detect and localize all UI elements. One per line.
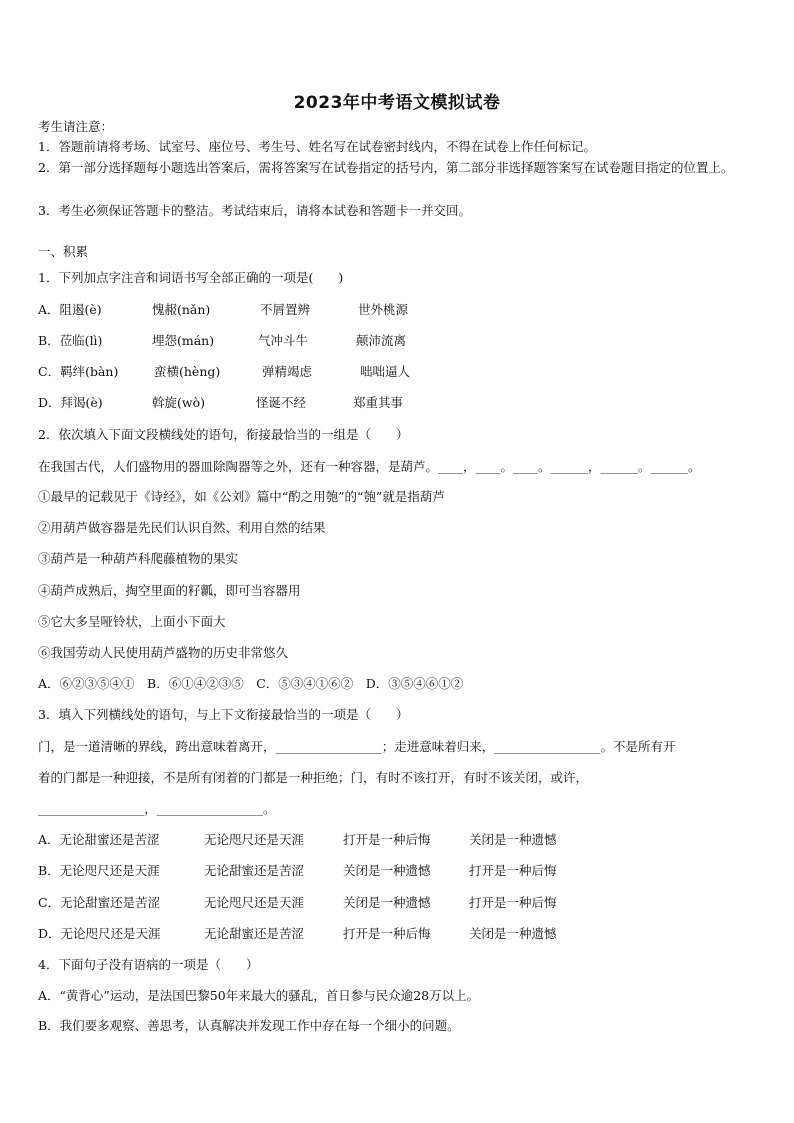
q1-option-b-word4: 颠沛流离 [356, 333, 407, 348]
q1-option-b-word3: 气冲斗牛 [258, 333, 309, 348]
q3-option-a-part2: 无论咫尺还是天涯 [204, 832, 305, 847]
q1-option-a-word4: 世外桃源 [358, 302, 409, 317]
q4-option-b: B．我们要多观察、善思考，认真解决并发现工作中存在每一个细小的问题。 [38, 1018, 460, 1033]
q2-sentence: ②用葫芦做容器是先民们认识自然、利用自然的结果 [38, 520, 326, 535]
q3-option-c-part1: C．无论甜蜜还是苦涩 [38, 895, 161, 910]
q1-option-c-word1: C．羁绊(bàn) [38, 364, 119, 379]
question-1-stem: 1．下列加点字注音和词语书写全部正确的一项是( ) [38, 270, 344, 285]
q1-option-d-word3: 怪诞不经 [256, 395, 307, 410]
q3-option-d-part1: D．无论咫尺还是天涯 [38, 926, 161, 941]
notice-item: 1．答题前请将考场、试室号、座位号、考生号、姓名写在试卷密封线内，不得在试卷上作任何标记。 [38, 139, 596, 154]
q3-option-d-part2: 无论甜蜜还是苦涩 [204, 926, 305, 941]
q3-option-c-part4: 打开是一种后悔 [469, 895, 557, 910]
q3-option-c-part3: 关闭是一种遗憾 [343, 895, 431, 910]
q3-option-a-part4: 关闭是一种遗憾 [469, 832, 557, 847]
q3-option-d-part4: 关闭是一种遗憾 [469, 926, 557, 941]
q1-option-d-word1: D．拜谒(è) [38, 395, 103, 410]
notice-item: 2．第一部分选择题每小题选出答案后，需将答案写在试卷指定的括号内，第二部分非选择题答案写在试卷题目指定的位置上。 [38, 160, 734, 175]
question-3-stem: 3．填入下列横线处的语句，与上下文衔接最恰当的一项是（ ） [38, 707, 409, 722]
q2-sentence: ④葫芦成熟后，掏空里面的籽瓤，即可当容器用 [38, 583, 301, 598]
section-heading: 一、积累 [38, 244, 89, 259]
q3-option-a-part1: A．无论甜蜜还是苦涩 [38, 832, 160, 847]
q3-option-b-part4: 打开是一种后悔 [469, 863, 557, 878]
notice-heading: 考生请注意： [38, 119, 114, 134]
q4-option-a: A．“黄背心”运动，是法国巴黎50年来最大的骚乱，首日参与民众逾28万以上。 [38, 988, 480, 1003]
page-title: 2023年中考语文模拟试卷 [293, 93, 501, 113]
q1-option-b-word2: 埋怨(mán) [152, 333, 215, 348]
q3-option-b-part2: 无论甜蜜还是苦涩 [204, 863, 305, 878]
q2-sentence: ⑥我国劳动人民使用葫芦盛物的历史非常悠久 [38, 645, 289, 660]
question-4-stem: 4．下面句子没有语病的一项是（ ） [38, 957, 259, 972]
q2-sentence: ①最早的记载见于《诗经》，如《公刘》篇中“酌之用匏”的“匏”就是指葫芦 [38, 489, 445, 504]
q1-option-c-word3: 弹精竭虑 [262, 364, 313, 379]
q1-option-c-word4: 咄咄逼人 [360, 364, 411, 379]
question-2-stem: 2．依次填入下面文段横线处的语句，衔接最恰当的一组是（ ） [38, 427, 409, 442]
q3-option-b-part3: 关闭是一种遗憾 [343, 863, 431, 878]
q2-options: A．⑥②③⑤④① B．⑥①④②③⑤ C．⑤③④①⑥② D．③⑤④⑥①② [38, 676, 464, 691]
notice-item: 3．考生必须保证答题卡的整洁。考试结束后，请将本试卷和答题卡一并交回。 [38, 203, 471, 218]
q1-option-b-word1: B．莅临(lì) [38, 333, 103, 348]
q3-option-c-part2: 无论咫尺还是天涯 [204, 895, 305, 910]
q2-sentence: ③葫芦是一种葫芦科爬藤植物的果实 [38, 551, 239, 566]
q1-option-c-word2: 蛮横(hèng) [154, 364, 221, 379]
q1-option-a-word3: 不屑置辨 [260, 302, 311, 317]
question-2-passage: 在我国古代，人们盛物用的器皿除陶器等之外，还有一种容器，是葫芦。____，____。____。______，______。______。 [38, 459, 701, 474]
q1-option-a-word1: A．阻遏(è) [38, 302, 102, 317]
q3-option-d-part3: 打开是一种后悔 [343, 926, 431, 941]
q1-option-d-word4: 郑重其事 [353, 395, 404, 410]
q3-option-b-part1: B．无论咫尺还是天涯 [38, 863, 160, 878]
q3-option-a-part3: 打开是一种后悔 [343, 832, 431, 847]
q1-option-d-word2: 斡旋(wò) [152, 395, 205, 410]
q3-passage-line: 门，是一道清晰的界线，跨出意味着离开，_________________；走进意味着归来，_________________。不是所有开 [38, 739, 676, 754]
q3-passage-line: _________________，_________________。 [38, 801, 276, 816]
q3-passage-line: 着的门都是一种迎接，不是所有闭着的门都是一种拒绝；门，有时不该打开，有时不该关闭，或许， [38, 770, 589, 785]
q2-sentence: ⑤它大多呈哑铃状，上面小下面大 [38, 614, 226, 629]
q1-option-a-word2: 愧赧(nǎn) [152, 302, 211, 317]
